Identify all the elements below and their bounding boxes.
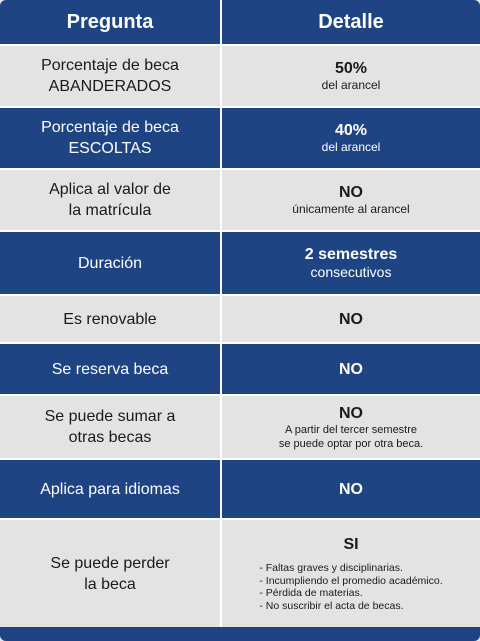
detail-sub-line-1: A partir del tercer semestre bbox=[284, 423, 418, 436]
question-line-2: otras becas bbox=[68, 429, 152, 446]
question-line-1: Aplica al valor de bbox=[49, 181, 171, 198]
question-cell bbox=[0, 296, 222, 342]
question-line-1: Se puede perder bbox=[50, 554, 170, 572]
detail-cell bbox=[222, 46, 480, 106]
question-line-2: la beca bbox=[84, 575, 136, 593]
detail-cell bbox=[222, 396, 480, 458]
detail-main: 2 semestres bbox=[304, 246, 398, 263]
table-row bbox=[0, 460, 480, 518]
detail-cell bbox=[222, 460, 480, 518]
table-row bbox=[0, 396, 480, 458]
question-cell bbox=[0, 520, 222, 627]
detail-main: SI bbox=[343, 536, 359, 553]
header-detalle-cell bbox=[222, 0, 480, 44]
header-pregunta-cell bbox=[0, 0, 222, 44]
question-line-2: ABANDERADOS bbox=[48, 78, 172, 95]
header-detalle: Detalle bbox=[318, 10, 384, 33]
table-row bbox=[0, 344, 480, 394]
detail-main: NO bbox=[339, 184, 363, 201]
question-cell bbox=[0, 396, 222, 458]
table-row bbox=[0, 170, 480, 230]
question-line-1: Duración bbox=[77, 254, 143, 272]
detail-cell bbox=[222, 232, 480, 294]
detail-cell bbox=[222, 520, 480, 627]
question-cell bbox=[0, 460, 222, 518]
list-item: - Faltas graves y disciplinarias. bbox=[259, 562, 403, 574]
question-line-1: Se reserva beca bbox=[51, 360, 169, 378]
question-line-1: Porcentaje de beca bbox=[41, 57, 179, 74]
detail-cell bbox=[222, 344, 480, 394]
table-header bbox=[0, 0, 480, 44]
question-line-1: Aplica para idiomas bbox=[40, 480, 180, 498]
detail-main: NO bbox=[339, 360, 363, 378]
table-row bbox=[0, 520, 480, 627]
detail-sub: del arancel bbox=[321, 140, 381, 154]
detail-main: NO bbox=[339, 404, 363, 422]
detail-main: 50% bbox=[334, 60, 368, 77]
question-cell bbox=[0, 108, 222, 168]
question-cell bbox=[0, 232, 222, 294]
question-line-1: Porcentaje de beca bbox=[41, 119, 179, 136]
question-line-1: Se puede sumar a bbox=[44, 408, 176, 425]
question-cell bbox=[0, 46, 222, 106]
detail-sub-line-2: se puede optar por otra beca. bbox=[278, 437, 424, 450]
question-cell bbox=[0, 344, 222, 394]
detail-sub: del arancel bbox=[321, 78, 381, 92]
list-item: - No suscribir el acta de becas. bbox=[259, 599, 404, 612]
detail-sub: únicamente al arancel bbox=[292, 202, 410, 216]
question-line-2: ESCOLTAS bbox=[68, 140, 152, 157]
detail-cell bbox=[222, 108, 480, 168]
list-item: - Incumpliendo el promedio académico. bbox=[259, 574, 443, 587]
table-row bbox=[0, 46, 480, 106]
header-pregunta: Pregunta bbox=[66, 10, 154, 33]
table-footer-bar bbox=[0, 627, 480, 641]
detail-main: NO bbox=[339, 310, 363, 328]
detail-main: NO bbox=[339, 480, 363, 498]
question-line-2: la matrícula bbox=[68, 202, 152, 219]
list-item: - Pérdida de materias. bbox=[259, 587, 363, 599]
table-row bbox=[0, 232, 480, 294]
table-row bbox=[0, 108, 480, 168]
detail-main: 40% bbox=[334, 122, 368, 139]
loss-reasons-list bbox=[259, 562, 442, 612]
table-row bbox=[0, 296, 480, 342]
detail-cell bbox=[222, 296, 480, 342]
detail-cell bbox=[222, 170, 480, 230]
question-line-1: Es renovable bbox=[63, 310, 157, 328]
question-cell bbox=[0, 170, 222, 230]
detail-sub: consecutivos bbox=[310, 264, 392, 280]
